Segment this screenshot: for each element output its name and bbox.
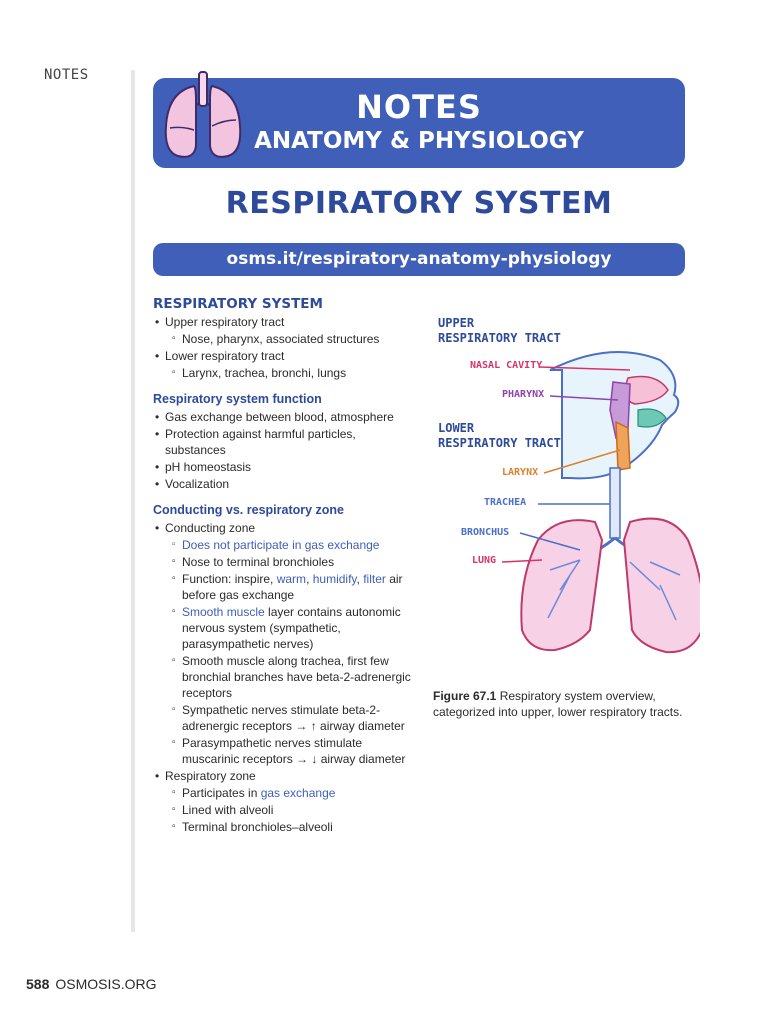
list-item <box>153 571 418 603</box>
list-item: ▫ Nose, pharynx, associated structures <box>153 331 418 347</box>
list-item: • Vocalization <box>153 476 418 492</box>
text-span: : inspire, <box>228 572 277 586</box>
banner-subtitle: ANATOMY & PHYSIOLOGY <box>254 128 584 154</box>
label-trachea: TRACHEA <box>484 497 527 508</box>
list-item: ▫ Parasympathetic nerves stimulate muscarinic receptors → ↓ airway diameter <box>153 735 418 767</box>
list-item: ▫ Lined with alveoli <box>153 802 418 818</box>
respiratory-illustration <box>430 300 700 680</box>
label-pharynx: PHARYNX <box>502 389 545 400</box>
list-item: ▫ Sympathetic nerves stimulate beta-2-adrenergic receptors → ↑ airway diameter <box>153 702 418 734</box>
label-lung: LUNG <box>472 555 497 566</box>
list-item: ▫ Terminal bronchioles–alveoli <box>153 819 418 835</box>
list-item: • Conducting zone <box>153 520 418 536</box>
list-item <box>153 785 418 801</box>
list-item: • Gas exchange between blood, atmosphere <box>153 409 418 425</box>
page-title: RESPIRATORY SYSTEM <box>225 186 613 221</box>
banner-title: NOTES <box>356 88 482 126</box>
link-warm[interactable]: warm <box>276 572 307 586</box>
respiratory-figure <box>430 300 700 680</box>
label-bronchus: BRONCHUS <box>461 527 510 538</box>
list-item: • pH homeostasis <box>153 459 418 475</box>
caption-number: Figure 67.1 <box>433 689 497 703</box>
text-span: , <box>306 572 313 586</box>
lungs-icon <box>158 70 248 162</box>
label-upper-2: RESPIRATORY TRACT <box>438 331 561 345</box>
label-upper: UPPER <box>438 316 475 330</box>
label-lower: LOWER <box>438 421 475 435</box>
sidebar-notes-label: NOTES <box>44 67 89 83</box>
text-span: Participates in <box>182 786 261 800</box>
label-larynx: LARYNX <box>502 467 539 478</box>
list-item: • Protection against harmful particles, substances <box>153 426 418 458</box>
section-heading: RESPIRATORY SYSTEM <box>153 296 323 312</box>
notes-content <box>153 296 418 836</box>
zones-heading: Conducting vs. respiratory zone <box>153 503 345 517</box>
text-span: layer contains autonomic nervous system (sympathetic, parasympathetic nerves) <box>182 605 401 651</box>
list-item: ▫ Nose to terminal bronchioles <box>153 554 418 570</box>
url-link[interactable]: osms.it/respiratory-anatomy-physiology <box>153 243 685 276</box>
term-function: Function <box>182 572 229 586</box>
caption-text: Respiratory system overview, categorized into upper, lower respiratory tracts. <box>433 689 683 719</box>
text-span: air before gas exchange <box>182 572 403 602</box>
link-humidify[interactable]: humidify <box>312 572 357 586</box>
text-span: , <box>356 572 364 586</box>
figure-caption <box>433 688 683 720</box>
list-item: • Respiratory zone <box>153 768 418 784</box>
list-item <box>153 604 418 652</box>
link-smooth-muscle[interactable]: Smooth muscle <box>182 605 265 619</box>
label-lower-2: RESPIRATORY TRACT <box>438 436 561 450</box>
list-item: ▫ Larynx, trachea, bronchi, lungs <box>153 365 418 381</box>
list-item: ▫ Does not participate in gas exchange <box>153 537 418 553</box>
footer <box>26 976 156 992</box>
link-gas-exchange[interactable]: gas exchange <box>260 786 336 800</box>
list-item: • Upper respiratory tract <box>153 314 418 330</box>
footer-site[interactable]: OSMOSIS.ORG <box>55 976 157 992</box>
list-item: ▫ Smooth muscle along trachea, first few bronchial branches have beta-2-adrenergic receptors <box>153 653 418 701</box>
label-nasal-cavity: NASAL CAVITY <box>470 360 543 371</box>
function-heading: Respiratory system function <box>153 392 322 406</box>
sidebar-divider <box>131 70 135 932</box>
page-number: 588 <box>26 976 50 992</box>
link-filter[interactable]: filter <box>363 572 386 586</box>
list-item: • Lower respiratory tract <box>153 348 418 364</box>
